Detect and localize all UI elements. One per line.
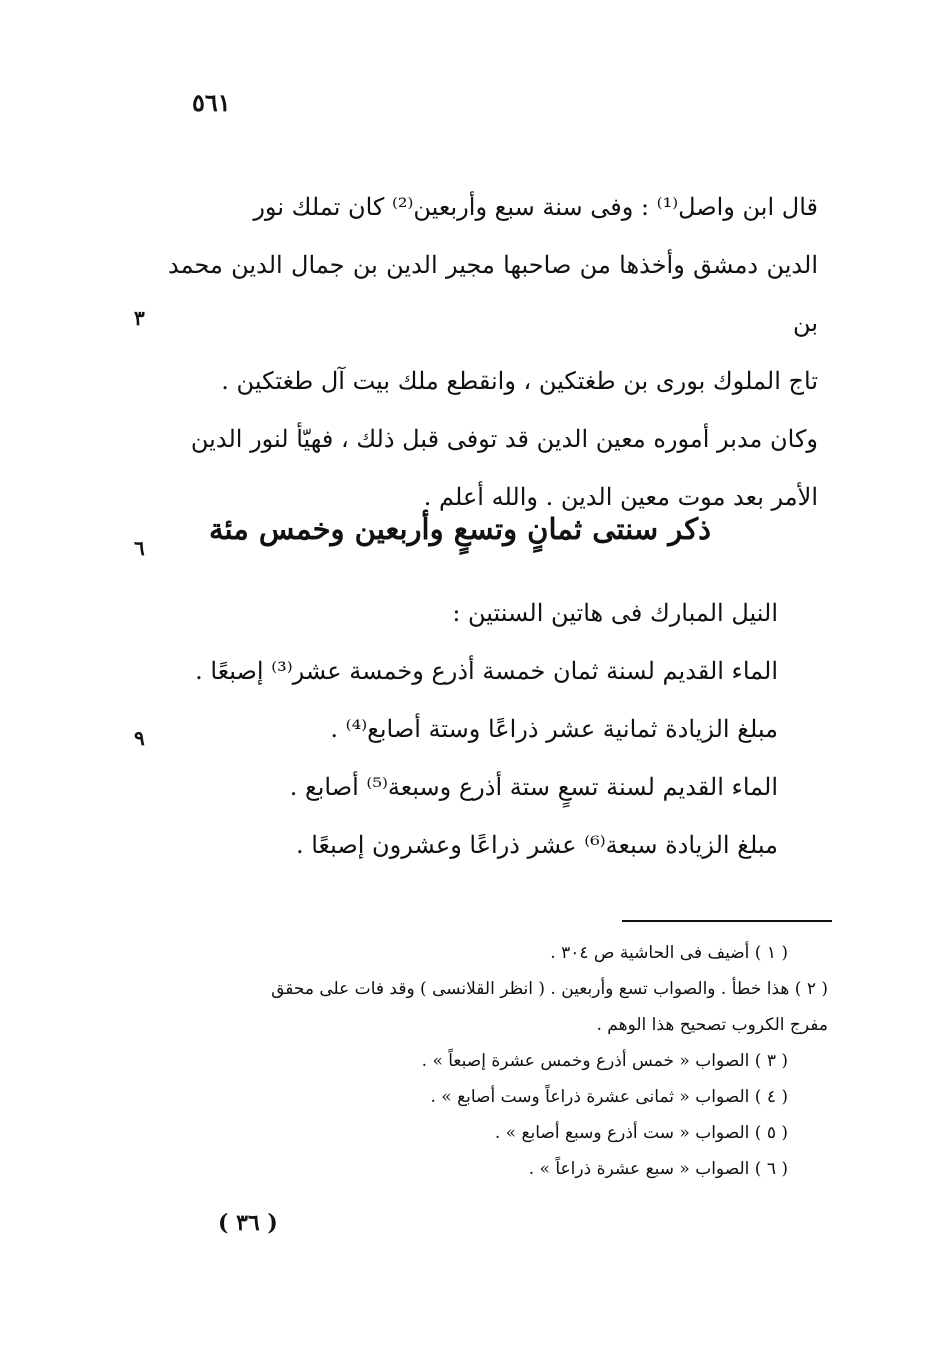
margin-line-number: ٦ (134, 536, 145, 560)
main-paragraph (168, 178, 818, 526)
page-number: ٥٦١ (192, 88, 231, 117)
paragraph-line: قال ابن واصل⁽¹⁾ : وفى سنة سبع وأربعين⁽²⁾ كان تملك نور (253, 193, 818, 221)
footnote: ( ٤ ) الصواب « ثمانى عشرة ذراعاً وست أصابع » . (430, 1087, 788, 1107)
paragraph-line: الدين دمشق وأخذها من صاحبها مجير الدين بن جمال الدين محمد بن (168, 251, 818, 337)
margin-line-number: ٣ (134, 306, 145, 330)
nile-line: مبلغ الزيادة سبعة⁽⁶⁾ عشر ذراعًا وعشرون إصبعًا . (295, 831, 778, 859)
section-heading: ذكر سنتى ثمانٍ وتسعٍ وأربعين وخمس مئة (208, 512, 712, 546)
footnote: ( ٣ ) الصواب « خمس أذرع وخمس عشرة إصبعاً » . (421, 1051, 788, 1071)
footnote: ( ٢ ) هذا خطأ . والصواب تسع وأربعين . ( انظر القلانسى ) وقد فات على محقق (271, 979, 828, 999)
margin-line-number: ٩ (134, 726, 145, 750)
footnote: ( ٦ ) الصواب « سبع عشرة ذراعاً » . (528, 1159, 788, 1179)
footnote: ( ٥ ) الصواب « ست أذرع وسبع أصابع » . (494, 1123, 788, 1143)
nile-line: النيل المبارك فى هاتين السنتين : (452, 599, 778, 627)
footnote: ( ١ ) أضيف فى الحاشية ص ٣٠٤ . (550, 943, 788, 963)
footnote-continuation: مفرج الكروب تصحيح هذا الوهم . (596, 1015, 828, 1035)
paragraph-line: الأمر بعد موت معين الدين . والله أعلم . (423, 483, 818, 511)
paragraph-line: وكان مدبر أموره معين الدين قد توفى قبل ذلك ، فهيّأ لنور الدين (190, 425, 818, 453)
signature-mark: ( ٣٦ ) (218, 1210, 278, 1236)
nile-record (195, 584, 778, 874)
paragraph-line: تاج الملوك بورى بن طغتكين ، وانقطع ملك بيت آل طغتكين . (221, 367, 818, 395)
nile-line: الماء القديم لسنة ثمان خمسة أذرع وخمسة عشر⁽³⁾ إصبعًا . (195, 657, 778, 685)
footnotes (170, 935, 828, 1187)
footnote-divider (622, 920, 832, 922)
nile-line: الماء القديم لسنة تسعٍ ستة أذرع وسبعة⁽⁵⁾ أصابع . (289, 773, 778, 801)
nile-line: مبلغ الزيادة ثمانية عشر ذراعًا وستة أصابع⁽⁴⁾ . (330, 715, 778, 743)
